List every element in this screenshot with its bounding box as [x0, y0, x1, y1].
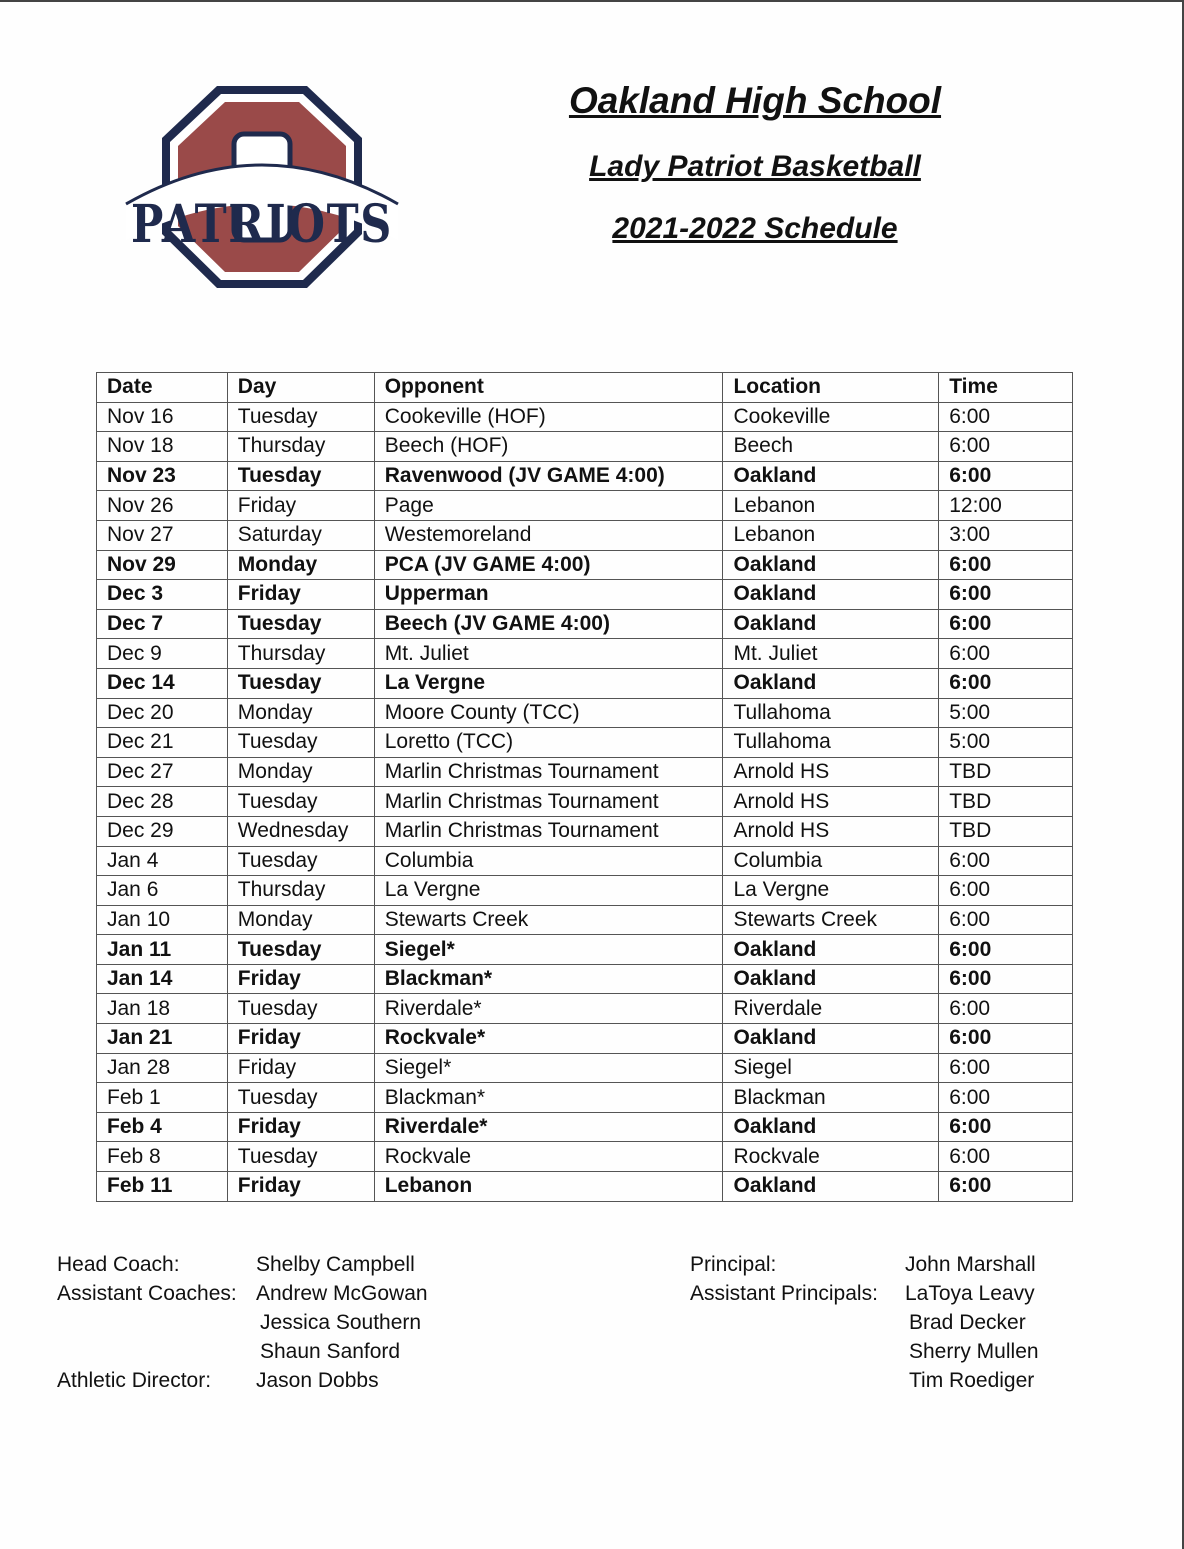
staff-name: Shaun Sanford [260, 1340, 401, 1363]
cell-opponent: Marlin Christmas Tournament [374, 787, 723, 817]
cell-date: Nov 27 [97, 520, 228, 550]
table-row [97, 1112, 1073, 1142]
cell-time: 6:00 [939, 580, 1073, 610]
cell-date: Feb 11 [97, 1172, 228, 1202]
cell-date: Jan 21 [97, 1024, 228, 1054]
cell-opponent: Beech (HOF) [374, 432, 723, 462]
cell-opponent: Westemoreland [374, 520, 723, 550]
cell-day: Tuesday [227, 461, 374, 491]
cell-date: Nov 29 [97, 550, 228, 580]
cell-day: Tuesday [227, 1083, 374, 1113]
cell-opponent: La Vergne [374, 876, 723, 906]
staff-name: Shelby Campbell [256, 1253, 415, 1276]
cell-day: Monday [227, 698, 374, 728]
staff-name: Jessica Southern [260, 1311, 422, 1334]
table-row [97, 1024, 1073, 1054]
cell-location: Mt. Juliet [723, 639, 939, 669]
cell-day: Friday [227, 580, 374, 610]
table-row [97, 402, 1073, 432]
table-row [97, 816, 1073, 846]
staff-label [690, 1337, 905, 1366]
staff-row [690, 1337, 1039, 1366]
cell-time: 5:00 [939, 698, 1073, 728]
cell-date: Jan 6 [97, 876, 228, 906]
cell-day: Tuesday [227, 935, 374, 965]
cell-location: Siegel [723, 1053, 939, 1083]
cell-opponent: Mt. Juliet [374, 639, 723, 669]
cell-time: 6:00 [939, 1083, 1073, 1113]
staff-row [57, 1279, 428, 1308]
cell-time: 6:00 [939, 639, 1073, 669]
table-row [97, 491, 1073, 521]
cell-location: Oakland [723, 580, 939, 610]
cell-date: Dec 27 [97, 757, 228, 787]
table-row [97, 461, 1073, 491]
staff-row [690, 1279, 1039, 1308]
cell-time: TBD [939, 787, 1073, 817]
coaching-staff [57, 1250, 428, 1395]
cell-date: Dec 3 [97, 580, 228, 610]
cell-date: Jan 14 [97, 964, 228, 994]
staff-row [690, 1250, 1039, 1279]
season-title: 2021-2022 Schedule [612, 212, 898, 245]
cell-location: Arnold HS [723, 816, 939, 846]
cell-day: Monday [227, 905, 374, 935]
cell-location: Stewarts Creek [723, 905, 939, 935]
cell-date: Dec 9 [97, 639, 228, 669]
cell-location: Cookeville [723, 402, 939, 432]
cell-location: Oakland [723, 964, 939, 994]
cell-time: 6:00 [939, 876, 1073, 906]
cell-time: 5:00 [939, 728, 1073, 758]
cell-day: Friday [227, 491, 374, 521]
cell-date: Feb 4 [97, 1112, 228, 1142]
staff-label: Athletic Director: [57, 1369, 212, 1392]
cell-opponent: Columbia [374, 846, 723, 876]
cell-location: Columbia [723, 846, 939, 876]
cell-opponent: Marlin Christmas Tournament [374, 757, 723, 787]
cell-time: 6:00 [939, 935, 1073, 965]
cell-opponent: Riverdale* [374, 1112, 723, 1142]
table-row [97, 520, 1073, 550]
cell-time: 6:00 [939, 1053, 1073, 1083]
cell-opponent: Page [374, 491, 723, 521]
cell-location: Oakland [723, 1112, 939, 1142]
cell-time: 6:00 [939, 668, 1073, 698]
table-row [97, 964, 1073, 994]
cell-time: 6:00 [939, 905, 1073, 935]
cell-date: Feb 8 [97, 1142, 228, 1172]
header-date: Date [97, 373, 228, 403]
cell-opponent: PCA (JV GAME 4:00) [374, 550, 723, 580]
staff-label [57, 1337, 256, 1366]
staff-name: Brad Decker [909, 1311, 1026, 1334]
staff-label [690, 1366, 905, 1395]
cell-location: Riverdale [723, 994, 939, 1024]
cell-day: Friday [227, 1053, 374, 1083]
cell-day: Tuesday [227, 609, 374, 639]
table-row [97, 639, 1073, 669]
staff-name: Tim Roediger [909, 1369, 1035, 1392]
table-row [97, 846, 1073, 876]
cell-opponent: Upperman [374, 580, 723, 610]
cell-date: Dec 20 [97, 698, 228, 728]
cell-day: Thursday [227, 876, 374, 906]
cell-opponent: Marlin Christmas Tournament [374, 816, 723, 846]
patriots-logo [122, 82, 402, 292]
cell-opponent: Ravenwood (JV GAME 4:00) [374, 461, 723, 491]
cell-location: Rockvale [723, 1142, 939, 1172]
cell-opponent: La Vergne [374, 668, 723, 698]
cell-day: Wednesday [227, 816, 374, 846]
cell-day: Thursday [227, 432, 374, 462]
cell-day: Monday [227, 550, 374, 580]
cell-date: Jan 10 [97, 905, 228, 935]
cell-location: Blackman [723, 1083, 939, 1113]
cell-opponent: Rockvale* [374, 1024, 723, 1054]
logo-text: PATRIOTS [131, 194, 393, 255]
cell-location: Oakland [723, 609, 939, 639]
cell-opponent: Rockvale [374, 1142, 723, 1172]
cell-location: Oakland [723, 1024, 939, 1054]
staff-name: Sherry Mullen [909, 1340, 1039, 1363]
header-day: Day [227, 373, 374, 403]
cell-day: Tuesday [227, 668, 374, 698]
cell-day: Tuesday [227, 846, 374, 876]
cell-location: Tullahoma [723, 698, 939, 728]
cell-location: Oakland [723, 550, 939, 580]
staff-label: Assistant Coaches: [57, 1282, 237, 1305]
cell-time: TBD [939, 816, 1073, 846]
cell-opponent: Beech (JV GAME 4:00) [374, 609, 723, 639]
table-row [97, 787, 1073, 817]
staff-name: Jason Dobbs [256, 1369, 379, 1392]
staff-label: Principal: [690, 1253, 777, 1276]
staff-name: John Marshall [905, 1253, 1036, 1276]
schedule-body [97, 402, 1073, 1201]
cell-day: Friday [227, 1024, 374, 1054]
cell-location: Oakland [723, 935, 939, 965]
cell-location: Oakland [723, 1172, 939, 1202]
table-row [97, 757, 1073, 787]
staff-row [57, 1337, 428, 1366]
cell-opponent: Lebanon [374, 1172, 723, 1202]
cell-time: 6:00 [939, 1112, 1073, 1142]
cell-day: Tuesday [227, 402, 374, 432]
cell-opponent: Riverdale* [374, 994, 723, 1024]
program-title: Lady Patriot Basketball [589, 150, 921, 183]
cell-date: Dec 14 [97, 668, 228, 698]
cell-time: 3:00 [939, 520, 1073, 550]
cell-date: Jan 11 [97, 935, 228, 965]
staff-row [57, 1250, 428, 1279]
staff-name: LaToya Leavy [905, 1282, 1035, 1305]
cell-opponent: Moore County (TCC) [374, 698, 723, 728]
table-row [97, 1172, 1073, 1202]
cell-location: Lebanon [723, 520, 939, 550]
header-opponent: Opponent [374, 373, 723, 403]
cell-opponent: Siegel* [374, 1053, 723, 1083]
cell-day: Friday [227, 1112, 374, 1142]
cell-time: 6:00 [939, 550, 1073, 580]
schedule-table [96, 372, 1073, 1202]
cell-time: 6:00 [939, 964, 1073, 994]
cell-time: 12:00 [939, 491, 1073, 521]
cell-opponent: Cookeville (HOF) [374, 402, 723, 432]
cell-date: Jan 18 [97, 994, 228, 1024]
cell-date: Dec 7 [97, 609, 228, 639]
table-row [97, 550, 1073, 580]
header-time: Time [939, 373, 1073, 403]
cell-day: Friday [227, 1172, 374, 1202]
administration-staff [690, 1250, 1039, 1395]
cell-time: 6:00 [939, 609, 1073, 639]
table-row [97, 668, 1073, 698]
staff-label [57, 1308, 256, 1337]
table-row [97, 905, 1073, 935]
cell-opponent: Siegel* [374, 935, 723, 965]
cell-location: Oakland [723, 668, 939, 698]
cell-date: Nov 23 [97, 461, 228, 491]
cell-day: Monday [227, 757, 374, 787]
cell-date: Jan 4 [97, 846, 228, 876]
cell-time: 6:00 [939, 1142, 1073, 1172]
table-header-row [97, 373, 1073, 403]
cell-date: Jan 28 [97, 1053, 228, 1083]
cell-location: Oakland [723, 461, 939, 491]
cell-location: Arnold HS [723, 787, 939, 817]
staff-name: Andrew McGowan [256, 1282, 428, 1305]
cell-date: Dec 29 [97, 816, 228, 846]
cell-opponent: Blackman* [374, 964, 723, 994]
cell-date: Nov 18 [97, 432, 228, 462]
cell-location: La Vergne [723, 876, 939, 906]
table-row [97, 698, 1073, 728]
table-row [97, 1142, 1073, 1172]
staff-row [690, 1366, 1039, 1395]
cell-opponent: Loretto (TCC) [374, 728, 723, 758]
cell-time: 6:00 [939, 994, 1073, 1024]
cell-day: Tuesday [227, 787, 374, 817]
cell-date: Feb 1 [97, 1083, 228, 1113]
cell-time: 6:00 [939, 846, 1073, 876]
cell-location: Tullahoma [723, 728, 939, 758]
cell-opponent: Blackman* [374, 1083, 723, 1113]
cell-time: 6:00 [939, 402, 1073, 432]
staff-row [690, 1308, 1039, 1337]
cell-day: Saturday [227, 520, 374, 550]
cell-opponent: Stewarts Creek [374, 905, 723, 935]
cell-day: Thursday [227, 639, 374, 669]
cell-date: Nov 16 [97, 402, 228, 432]
cell-date: Dec 28 [97, 787, 228, 817]
header-location: Location [723, 373, 939, 403]
staff-row [57, 1366, 428, 1395]
table-row [97, 1053, 1073, 1083]
cell-day: Tuesday [227, 728, 374, 758]
table-row [97, 728, 1073, 758]
table-row [97, 935, 1073, 965]
cell-time: 6:00 [939, 1024, 1073, 1054]
cell-date: Nov 26 [97, 491, 228, 521]
cell-day: Friday [227, 964, 374, 994]
school-title: Oakland High School [568, 80, 942, 121]
cell-location: Arnold HS [723, 757, 939, 787]
staff-row [57, 1308, 428, 1337]
table-row [97, 876, 1073, 906]
cell-location: Beech [723, 432, 939, 462]
cell-date: Dec 21 [97, 728, 228, 758]
staff-label: Head Coach: [57, 1253, 180, 1276]
table-row [97, 432, 1073, 462]
cell-time: 6:00 [939, 432, 1073, 462]
table-row [97, 609, 1073, 639]
cell-day: Tuesday [227, 1142, 374, 1172]
cell-time: 6:00 [939, 1172, 1073, 1202]
cell-time: 6:00 [939, 461, 1073, 491]
staff-label [690, 1308, 905, 1337]
table-row [97, 994, 1073, 1024]
cell-day: Tuesday [227, 994, 374, 1024]
table-row [97, 580, 1073, 610]
cell-time: TBD [939, 757, 1073, 787]
table-row [97, 1083, 1073, 1113]
cell-location: Lebanon [723, 491, 939, 521]
staff-label: Assistant Principals: [690, 1282, 878, 1305]
title-block [520, 72, 990, 246]
